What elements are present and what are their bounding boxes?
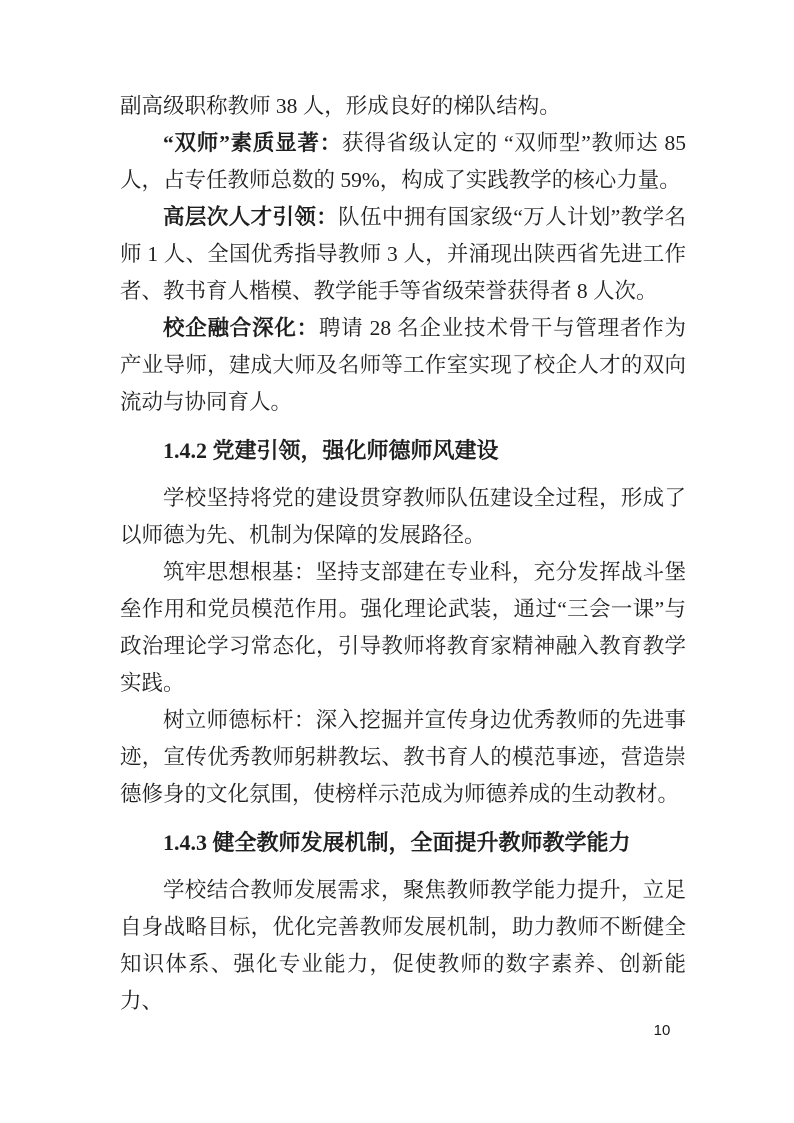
paragraph-tiered-structure xyxy=(120,88,686,125)
paragraph-text: 筑牢思想根基：坚持支部建在专业科，充分发挥战斗堡垒作用和党员模范作用。强化理论武装，通过“三会一课”与政治理论学习常态化，引导教师将教育家精神融入教育教学实践。 xyxy=(120,560,686,695)
paragraph-text: 聘请 28 名企业技术骨干与管理者作为产业导师，建成大师及名师等工作室实现了校企人才的双向流动与协同育人。 xyxy=(120,316,686,414)
paragraph-lead-label: “双师”素质显著： xyxy=(163,131,342,155)
paragraph-teacher-ethics-model xyxy=(120,702,686,813)
paragraph-teacher-development xyxy=(120,872,686,1020)
page-body-text xyxy=(120,88,686,1020)
section-heading-1-4-3: 1.4.3 健全教师发展机制，全面提升教师教学能力 xyxy=(163,830,631,855)
paragraph-text: 树立师德标杆：深入挖掘并宣传身边优秀教师的先进事迹，宣传优秀教师躬耕教坛、教书育人的模范事迹，营造崇德修身的文化氛围，使榜样示范成为师德养成的生动教材。 xyxy=(120,708,686,806)
page-number: 10 xyxy=(653,1022,671,1039)
paragraph-text: 学校坚持将党的建设贯穿教师队伍建设全过程，形成了以师德为先、机制为保障的发展路径。 xyxy=(120,486,686,547)
paragraph-ideological-foundation xyxy=(120,554,686,702)
paragraph-school-enterprise-integration xyxy=(120,310,686,421)
paragraph-dual-qualified-teachers xyxy=(120,125,686,199)
section-heading-1-4-2: 1.4.2 党建引领，强化师德师风建设 xyxy=(163,438,499,463)
paragraph-lead-label: 高层次人才引领： xyxy=(163,205,339,229)
paragraph-party-building-intro xyxy=(120,480,686,554)
paragraph-text: 获得省级认定的 “双师型”教师达 85 人，占专任教师总数的 59%，构成了实践教学的核心力量。 xyxy=(120,131,686,192)
paragraph-high-level-talent xyxy=(120,199,686,310)
paragraph-lead-label: 校企融合深化： xyxy=(163,316,319,340)
paragraph-text: 队伍中拥有国家级“万人计划”教学名师 1 人、全国优秀指导教师 3 人，并涌现出陕西省先进工作者、教书育人楷模、教学能手等省级荣誉获得者 8 人次。 xyxy=(120,205,686,303)
paragraph-text: 副高级职称教师 38 人，形成良好的梯队结构。 xyxy=(120,94,561,118)
paragraph-text: 学校结合教师发展需求，聚焦教师教学能力提升，立足自身战略目标，优化完善教师发展机制，助力教师不断健全知识体系、强化专业能力，促使教师的数字素养、创新能力、 xyxy=(120,878,686,1013)
